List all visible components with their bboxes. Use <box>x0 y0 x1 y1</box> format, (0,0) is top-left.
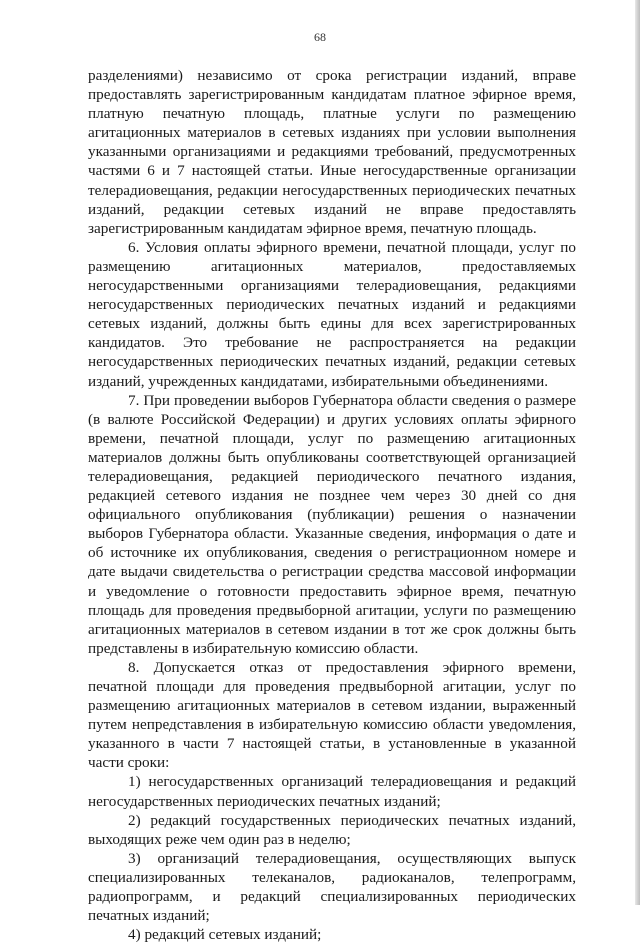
page-number: 68 <box>314 30 326 44</box>
paragraph-part-7: 7. При проведении выборов Губернатора области сведения о размере (в валюте Российской Федерации) и других условиях оплаты эфирного времени, печатной площади, услуг по размещению агитационных материалов должны быть опубликованы соответствующей организацией телерадиовещания, редакцией периодического печатного издания, редакцией сетевого издания не позднее чем через 30 дней со дня официального опубликования (публикации) решения о назначении выборов Губернатора области. Указанные сведения, информация о дате и об источнике их опубликования, сведения о регистрационном номере и дате выдачи свидетельства о регистрации средства массовой информации и уведомление о готовности предоставить эфирное время, печатную площадь для проведения предвыборной агитации, услуги по размещению агитационных материалов в сетевом издании в тот же срок должны быть представлены в избирательную комиссию области. <box>88 391 576 657</box>
list-item-2: 2) редакций государственных периодических печатных изданий, выходящих реже чем один раз в неделю; <box>88 811 576 848</box>
scan-edge <box>635 0 640 905</box>
paragraph-part-6: 6. Условия оплаты эфирного времени, печатной площади, услуг по размещению агитационных материалов, предоставляемых негосударственными организациями телерадиовещания, редакциями негосударственных периодических печатных изданий и редакциями сетевых изданий, должны быть едины для всех зарегистрированных кандидатов. Это требование не распространяется на редакции негосударственных периодических печатных изданий, редакции сетевых изданий, учрежденных кандидатами, избирательными объединениями. <box>88 238 576 390</box>
list-item-4: 4) редакций сетевых изданий; <box>128 926 322 944</box>
paragraph-continuation: разделениями) независимо от срока регистрации изданий, вправе предоставлять зарегистрированным кандидатам платное эфирное время, платную печатную площадь, платные услуги по размещению агитационных материалов в сетевых изданиях при условии выполнения указанными организациями и редакциями требований, предусмотренных частями 6 и 7 настоящей статьи. Иные негосударственные организации телерадиовещания, редакции негосударственных периодических печатных изданий, редакции сетевых изданий не вправе предоставлять зарегистрированным кандидатам эфирное время, печатную площадь. <box>88 67 576 237</box>
paragraph-part-8: 8. Допускается отказ от предоставления эфирного времени, печатной площади для проведения предвыборной агитации, услуг по размещению агитационных материалов в сетевом издании, выраженный путем непредставления в избирательную комиссию области уведомления, указанного в части 7 настоящей статьи, в установленные в указанной части сроки: <box>88 658 576 772</box>
list-item-3: 3) организаций телерадиовещания, осуществляющих выпуск специализированных телеканалов, радиоканалов, телепрограмм, радиопрограмм, и редакций специализированных периодических печатных изданий; <box>88 849 576 925</box>
list-item-1: 1) негосударственных организаций телерадиовещания и редакций негосударственных периодических печатных изданий; <box>88 773 576 810</box>
document-body <box>88 66 576 944</box>
